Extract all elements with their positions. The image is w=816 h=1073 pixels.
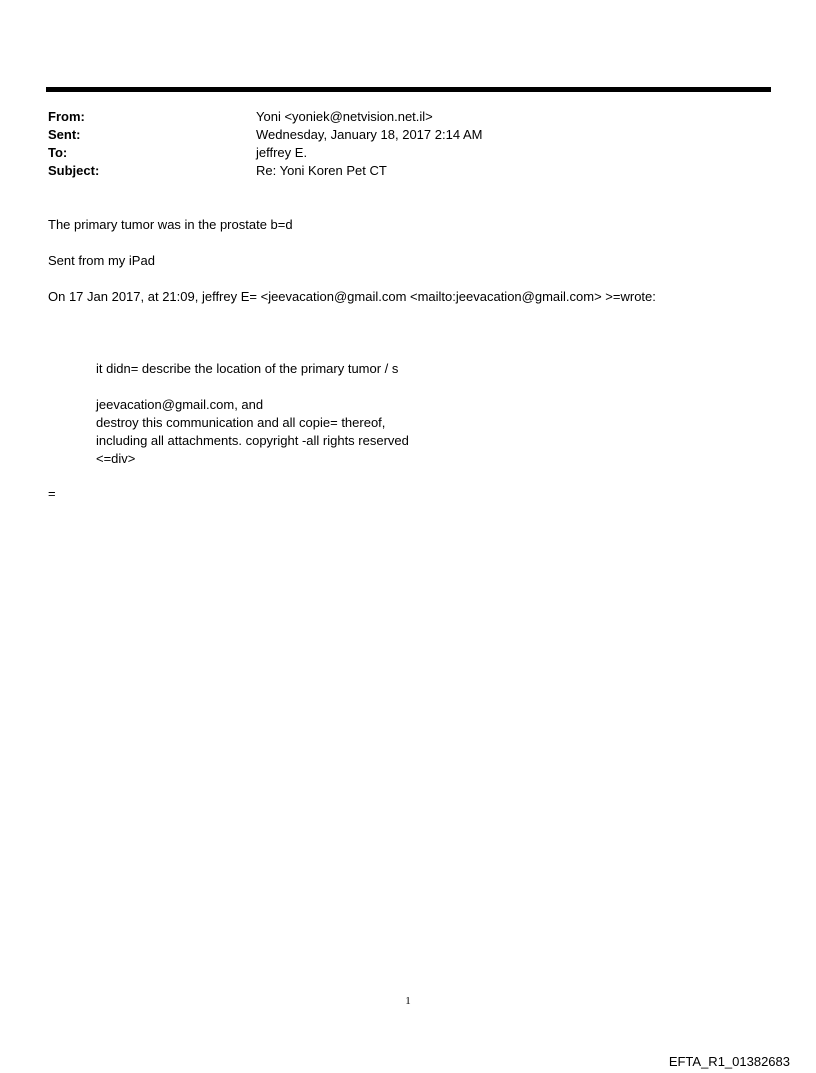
to-label: To:: [48, 145, 68, 160]
subject-row: [48, 162, 748, 180]
quoted-line-attachments: including all attachments. copyright -all rights reserved: [96, 433, 409, 448]
page-number: 1: [405, 995, 411, 1007]
document-id: EFTA_R1_01382683: [668, 1054, 790, 1069]
quoted-line-div: <=div>: [96, 451, 136, 466]
quoted-disclaimer: [96, 396, 409, 468]
from-label: From:: [48, 109, 85, 124]
email-header: [48, 108, 748, 180]
quoted-line-question: it didn= describe the location of the primary tumor / s: [96, 361, 399, 376]
subject-value: Re: Yoni Koren Pet CT: [256, 163, 387, 178]
quoted-line-destroy: destroy this communication and all copie= thereof,: [96, 415, 386, 430]
from-value: Yoni <yoniek@netvision.net.il>: [256, 109, 433, 124]
body-line-signature: Sent from my iPad: [48, 253, 155, 268]
body-line-quote-intro: On 17 Jan 2017, at 21:09, jeffrey E= <jeevacation@gmail.com <mailto:jeevacation@gmail.com> >=wrote:: [48, 289, 656, 304]
from-row: [48, 108, 748, 126]
sent-row: [48, 126, 748, 144]
sent-label: Sent:: [48, 127, 81, 142]
body-line-primary-tumor: The primary tumor was in the prostate b=d: [48, 217, 293, 232]
quoted-line-email: jeevacation@gmail.com, and: [96, 397, 264, 412]
sent-value: Wednesday, January 18, 2017 2:14 AM: [256, 127, 483, 142]
header-rule: [46, 87, 771, 92]
to-value: jeffrey E.: [256, 145, 308, 160]
to-row: [48, 144, 748, 162]
trailing-equals: =: [48, 486, 56, 501]
subject-label: Subject:: [48, 163, 100, 178]
